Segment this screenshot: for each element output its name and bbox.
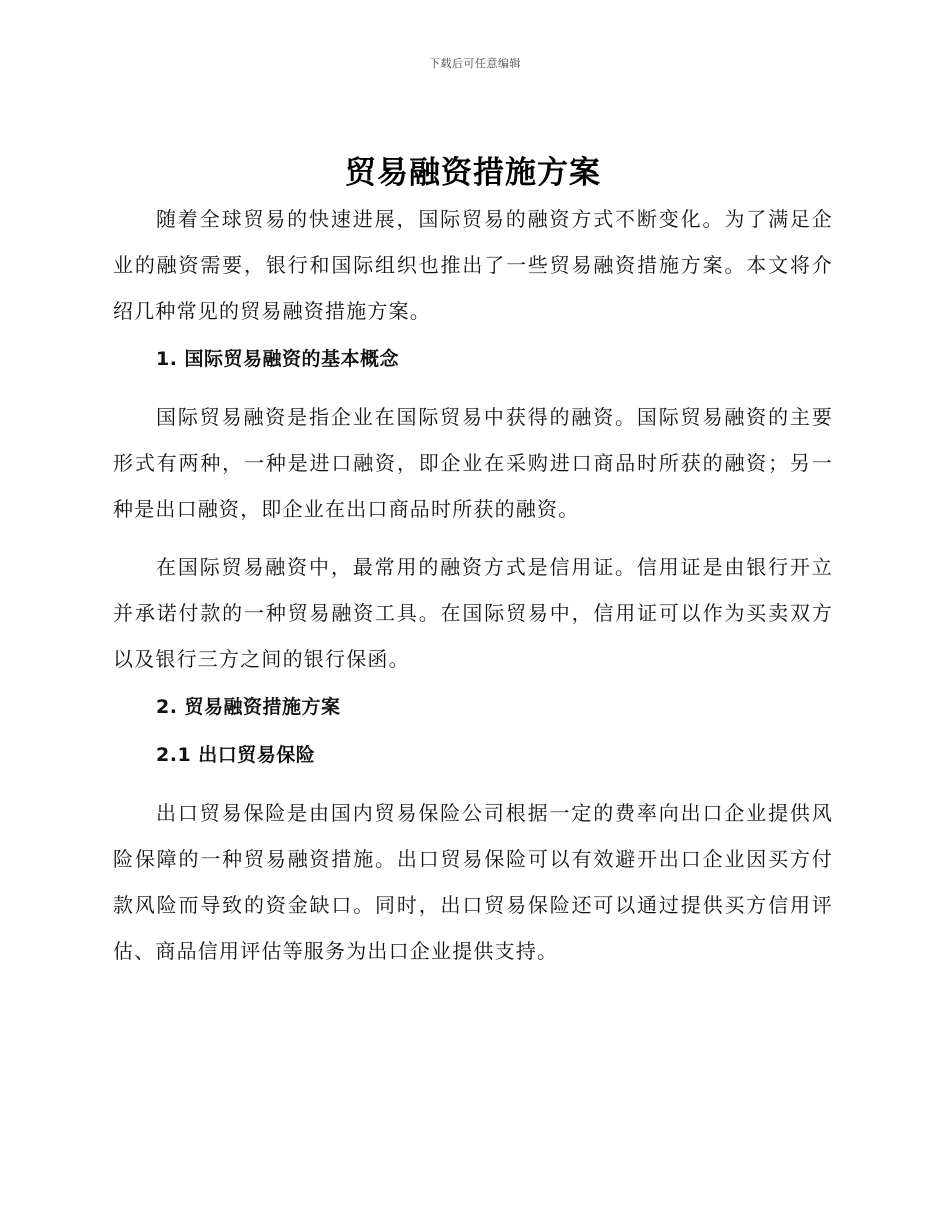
document-title: 贸易融资措施方案	[345, 155, 601, 191]
section-2-heading: 2. 贸易融资措施方案	[156, 696, 341, 718]
section-2-1-heading: 2.1 出口贸易保险	[156, 744, 316, 766]
section-1-heading: 1. 国际贸易融资的基本概念	[156, 348, 400, 370]
header-note: 下载后可任意编辑	[429, 57, 521, 70]
section-1-paragraph-1: 国际贸易融资是指企业在国际贸易中获得的融资。国际贸易融资的主要形式有两种，一种是进口融资，即企业在采购进口商品时所获的融资；另一种是出口融资，即企业在出口商品时所获的融资。	[113, 405, 833, 521]
intro-paragraph: 随着全球贸易的快速进展，国际贸易的融资方式不断变化。为了满足企业的融资需要，银行和国际组织也推出了一些贸易融资措施方案。本文将介绍几种常见的贸易融资措施方案。	[113, 207, 833, 323]
document-body	[113, 150, 833, 974]
section-1-paragraph-2: 在国际贸易融资中，最常用的融资方式是信用证。信用证是由银行开立并承诺付款的一种贸易融资工具。在国际贸易中，信用证可以作为买卖双方以及银行三方之间的银行保函。	[113, 555, 833, 671]
section-2-1-paragraph: 出口贸易保险是由国内贸易保险公司根据一定的费率向出口企业提供风险保障的一种贸易融资措施。出口贸易保险可以有效避开出口企业因买方付款风险而导致的资金缺口。同时，出口贸易保险还可以通过提供买方信用评估、商品信用评估等服务为出口企业提供支持。	[113, 801, 833, 963]
